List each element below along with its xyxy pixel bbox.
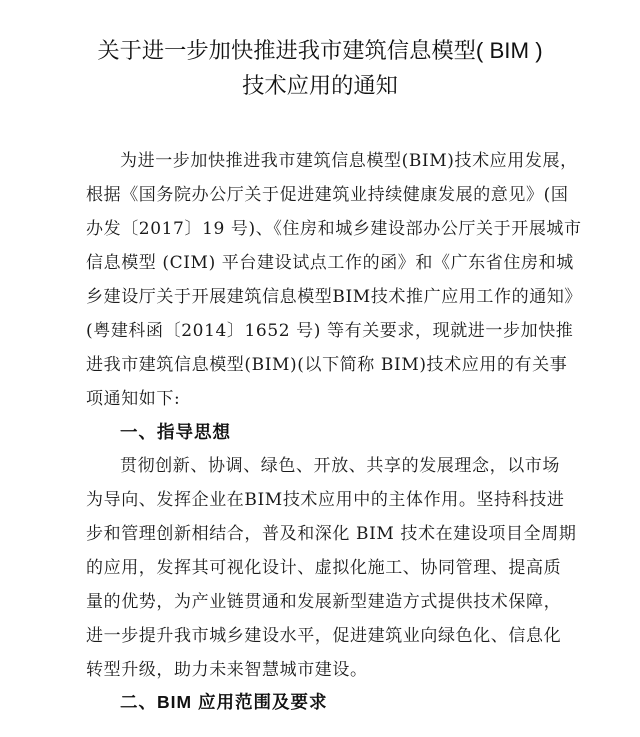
section-heading-guiding-ideology: 一、指导思想 (120, 422, 231, 442)
section-heading-bim-scope: 二、BIM 应用范围及要求 (120, 692, 328, 712)
section1-line-2: 为导向、发挥企业在BIM技术应用中的主体作用。坚持科技进 (86, 490, 565, 510)
section1-line-7: 转型升级，助力未来智慧城市建设。 (86, 660, 368, 680)
intro-line-1: 为进一步加快推进我市建筑信息模型(BIM)技术应用发展， (120, 151, 578, 171)
section1-line-5: 量的优势，为产业链贯通和发展新型建造方式提供技术保障， (86, 592, 562, 612)
intro-line-2: 根据《国务院办公厅关于促进建筑业持续健康发展的意见》(国 (86, 185, 569, 205)
section1-line-6: 进一步提升我市城乡建设水平，促进建筑业向绿色化、信息化 (86, 626, 562, 646)
section1-line-1: 贯彻创新、协调、绿色、开放、共享的发展理念，以市场 (120, 456, 560, 476)
intro-line-3: 办发〔2017〕19 号)、《住房和城乡建设部办公厅关于开展城市 (86, 219, 582, 239)
intro-line-8: 项通知如下: (86, 389, 181, 409)
section1-line-3: 步和管理创新相结合，普及和深化 BIM 技术在建设项目全周期 (86, 524, 577, 544)
section1-line-4: 的应用，发挥其可视化设计、虚拟化施工、协同管理、提高质 (86, 558, 562, 578)
intro-line-5: 乡建设厅关于开展建筑信息模型BIM技术推广应用工作的通知》 (86, 287, 583, 307)
intro-line-7: 进我市建筑信息模型(BIM)(以下简称 BIM)技术应用的有关事 (86, 355, 568, 375)
intro-line-6: (粤建科函〔2014〕1652 号) 等有关要求，现就进一步加快推 (86, 321, 574, 341)
intro-line-4: 信息模型 (CIM) 平台建设试点工作的函》和《广东省住房和城 (86, 253, 574, 273)
document-title-line-2: 技术应用的通知 (242, 73, 398, 98)
document-title-line-1: 关于进一步加快推进我市建筑信息模型( BIM ) (97, 38, 543, 63)
